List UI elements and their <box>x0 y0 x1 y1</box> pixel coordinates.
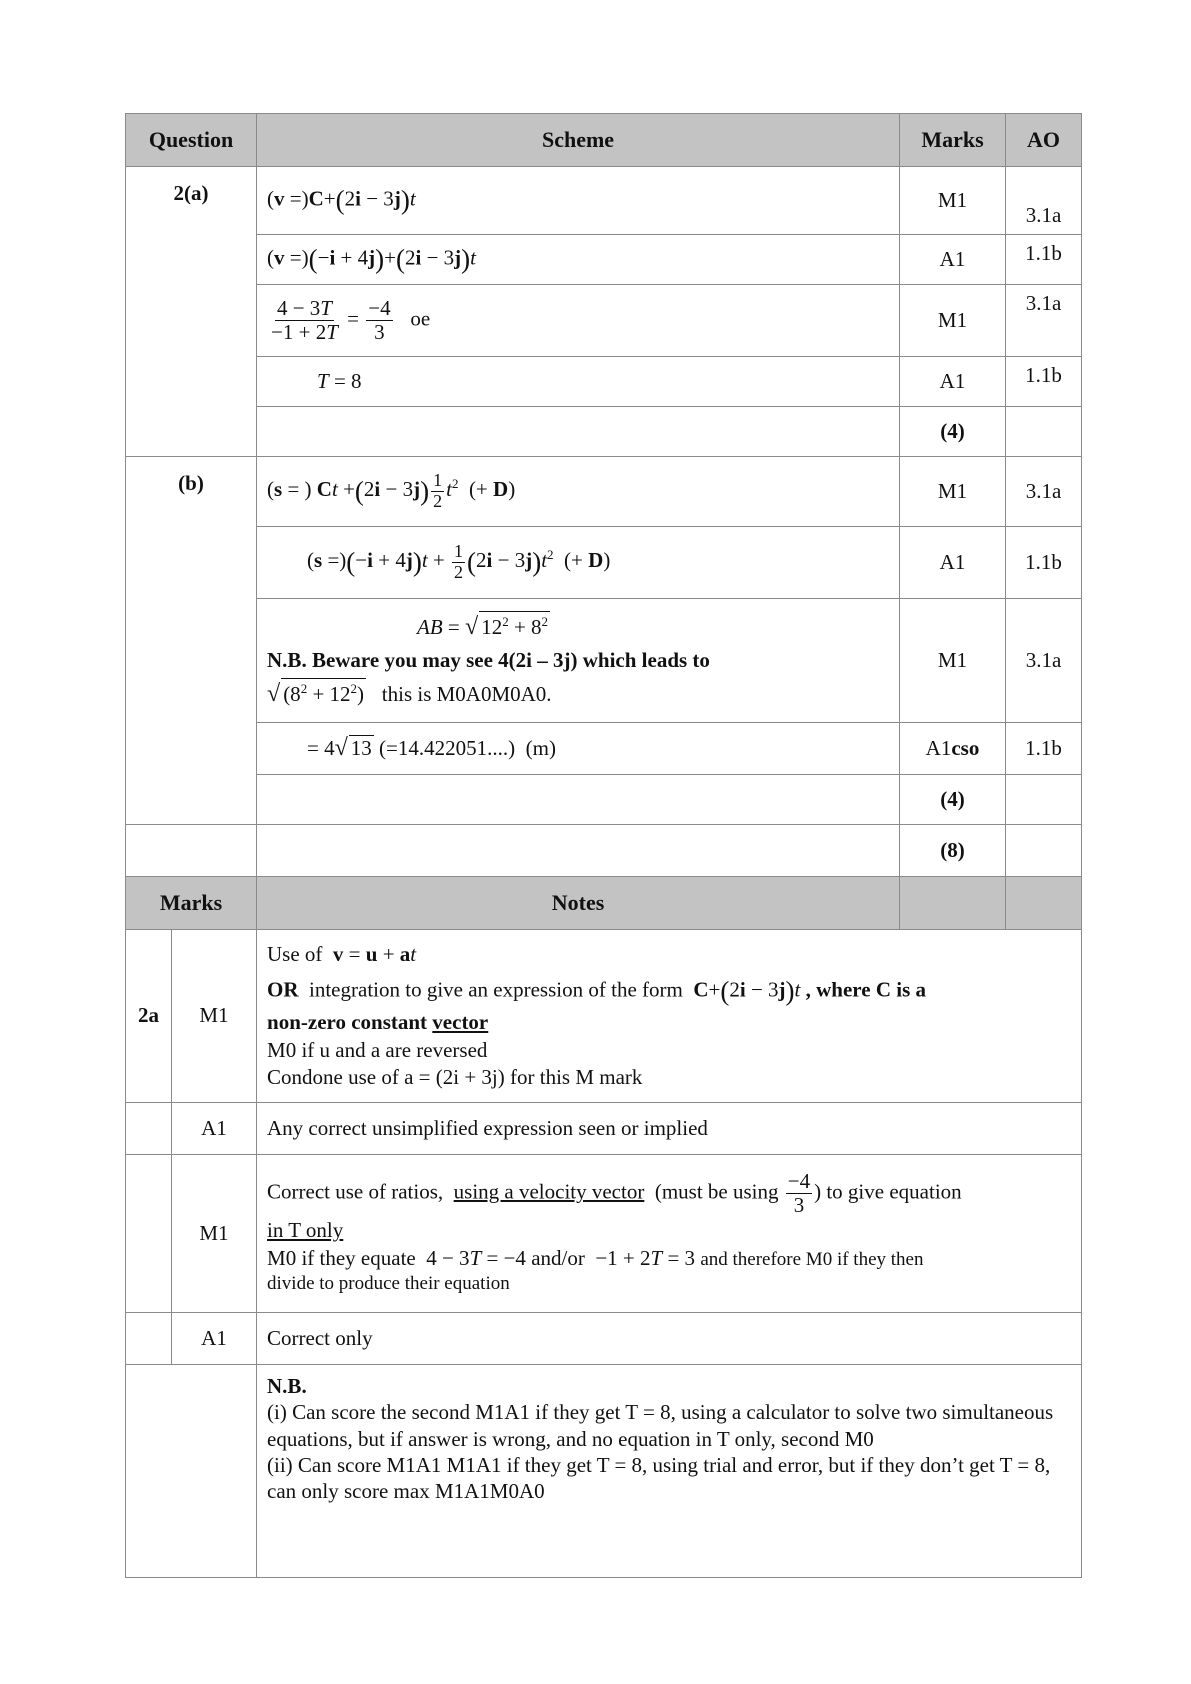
note-4-mark: A1 <box>172 1313 257 1365</box>
part-b-mark-2: A1 <box>900 527 1006 599</box>
part-a-scheme-3: $\frac{4 - 3T}{-1 + 2T}$ = $\frac{-4}{3}$ oe <box>257 285 900 357</box>
part-b-scheme-3: AB = √ $12^2 + 8^2$ N.B. Beware you may see 4(2i – 3j) which leads to √ $(8^2 + 12^2)$ this is M0A0M0A0. <box>257 599 900 723</box>
note-3-mark: M1 <box>172 1155 257 1313</box>
part-b-scheme-4: = 4√ 13 (=14.422051....) (m) <box>257 723 900 775</box>
notes-header-notes: Notes <box>257 877 900 930</box>
unit-label: (m) <box>525 736 556 760</box>
part-b-row-3 <box>126 599 1082 723</box>
mark-scheme-table <box>125 113 1082 1578</box>
note-row-2 <box>126 1103 1082 1155</box>
part-a-scheme-2: (v =)(−i + 4j)+(2i − 3j)t <box>257 235 900 285</box>
part-b-row-1 <box>126 457 1082 527</box>
part-a-row-3 <box>126 285 1082 357</box>
notes-header-row <box>126 877 1082 930</box>
note-1-text: Use of v = u + at OR integration to give an expression of the form C+(2i − 3j)t , where C is a non-zero constant vector M0 if u and a are reversed Condone use of a = (2i + 3j) for this M mark <box>257 930 1082 1103</box>
part-b-subtotal: (4) <box>900 775 1006 825</box>
scheme-header-row <box>126 114 1082 167</box>
part-a-row-2 <box>126 235 1082 285</box>
part-b-scheme-2: (s =)(−i + 4j)t + $\frac{1}{2}$ $(2i - 3j)t^2$ (+ D) <box>257 527 900 599</box>
header-scheme: Scheme <box>257 114 900 167</box>
part-b-row-2 <box>126 527 1082 599</box>
part-b-subtotal-row <box>126 775 1082 825</box>
part-b-mark-1: M1 <box>900 457 1006 527</box>
part-b-ao-2: 1.1b <box>1006 527 1082 599</box>
part-a-label: 2(a) <box>126 167 257 457</box>
note-4-text: Correct only <box>257 1313 1082 1365</box>
note-row-1 <box>126 930 1082 1103</box>
note-3-text: Correct use of ratios, using a velocity vector (must be using $\frac{-4}{3}$ ) to give equation in T only M0 if they equate 4 − 3T = −4 and/or −1 + 2T = 3 and therefore M0 if they then divide to produce their equation <box>257 1155 1082 1313</box>
part-b-ao-4: 1.1b <box>1006 723 1082 775</box>
part-a-scheme-4: T = 8 <box>257 357 900 407</box>
part-a-scheme-1: (v =)C+(2i − 3j)t <box>257 167 900 235</box>
note-1-mark: M1 <box>172 930 257 1103</box>
nb-row <box>126 1365 1082 1578</box>
part-a-mark-3: M1 <box>900 285 1006 357</box>
part-a-ao-4: 1.1b <box>1006 357 1082 407</box>
part-b-row-4 <box>126 723 1082 775</box>
part-b-ao-3: 3.1a <box>1006 599 1082 723</box>
note-2-mark: A1 <box>172 1103 257 1155</box>
part-b-scheme-1: (s = ) Ct +(2i − 3j) $\frac{1}{2}$ $t^2$ (+ D) <box>257 457 900 527</box>
part-a-row-1 <box>126 167 1082 235</box>
note-2-text: Any correct unsimplified expression seen or implied <box>257 1103 1082 1155</box>
total-marks: (8) <box>900 825 1006 877</box>
part-a-subtotal-row <box>126 407 1082 457</box>
part-a-mark-4: A1 <box>900 357 1006 407</box>
nb-beware: N.B. Beware you may see 4(2i – 3j) which leads to <box>267 647 710 672</box>
header-question: Question <box>126 114 257 167</box>
part-a-subtotal: (4) <box>900 407 1006 457</box>
header-marks: Marks <box>900 114 1006 167</box>
part-a-ao-3: 3.1a <box>1006 285 1082 357</box>
approx-value: (=14.422051....) <box>379 736 516 760</box>
part-b-mark-3: M1 <box>900 599 1006 723</box>
notes-header-marks: Marks <box>126 877 257 930</box>
notes-part-label: 2a <box>126 930 172 1103</box>
part-a-mark-1: M1 <box>900 167 1006 235</box>
part-a-row-4 <box>126 357 1082 407</box>
nb-text: N.B. (i) Can score the second M1A1 if they get T = 8, using a calculator to solve two simultaneous equations, but if answer is wrong, and no equation in T only, second M0 (ii) Can score M1A1 M1A1 if they get T = 8, using trial and error, but if they don’t get T = 8, can only score max M1A1M0A0 <box>257 1365 1082 1578</box>
part-a-mark-2: A1 <box>900 235 1006 285</box>
note-row-4 <box>126 1313 1082 1365</box>
part-b-mark-4: A1cso <box>900 723 1006 775</box>
part-a-ao-1: 3.1a <box>1006 167 1082 235</box>
total-row <box>126 825 1082 877</box>
part-a-ao-2: 1.1b <box>1006 235 1082 285</box>
oe-label: oe <box>410 306 431 331</box>
nb-this-is: this is M0A0M0A0. <box>381 682 552 707</box>
header-ao: AO <box>1006 114 1082 167</box>
part-b-label: (b) <box>126 457 257 825</box>
note-row-3 <box>126 1155 1082 1313</box>
part-b-ao-1: 3.1a <box>1006 457 1082 527</box>
